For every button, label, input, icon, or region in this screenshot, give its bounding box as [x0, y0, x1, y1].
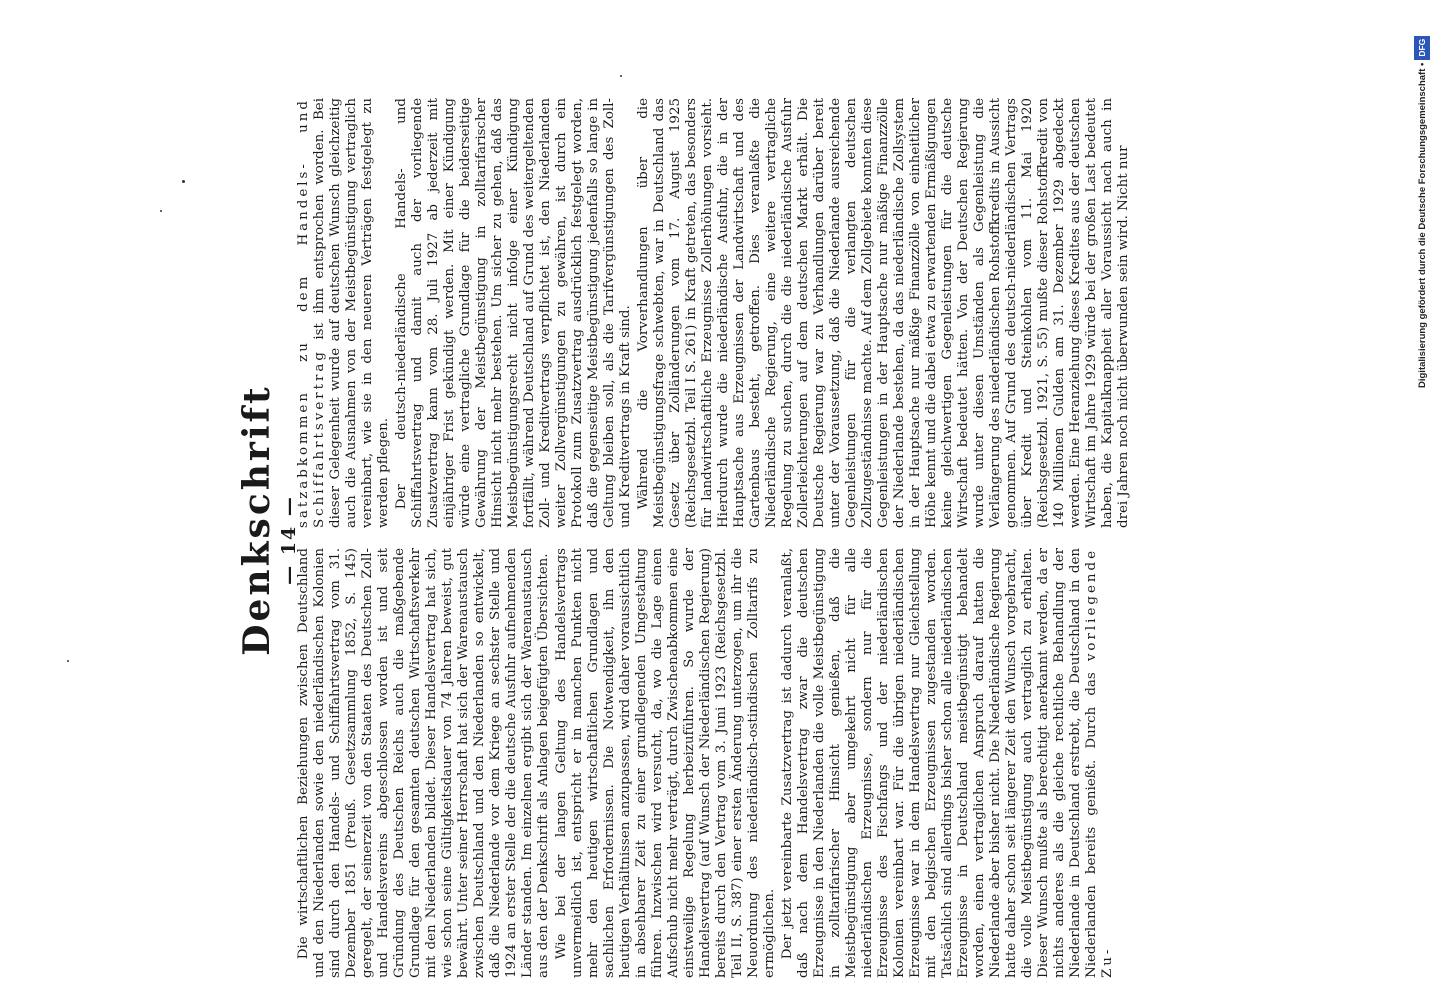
page-title: Denkschrift [236, 384, 278, 656]
paragraph [780, 548, 1116, 978]
paragraph: Der deutsch-niederländische Handels- und Schiffahrtsvertrag und damit auch der vorliegende Zusatzvertrag kann vom 28. Juli 1927 ab jederzeit mit einjähriger Frist gekündigt werden. Mit einer Kündigung würde eine vertragliche Grundlage für die beiderseitige Gewährung der Meistbegünstigung in zolltarifarischer Hinsicht nicht mehr bestehen. Um sicher zu gehen, daß das Meistbegünstigungsrecht nicht infolge einer Kündigung fortfällt, während Deutschland auf Grund des weitergeltenden Zoll- und Kreditvertrags verpflichtet ist, den Niederlanden weiter Zollvergünstigungen zu gewähren, ist durch ein Protokoll zum Zusatzvertrag ausdrücklich festgelegt worden, daß die gegenseitige Meistbegünstigung jedenfalls so lange in Geltung bleiben soll, als die Tarifvergünstigungen des Zoll- und Kreditvertrags in Kraft sind. [394, 98, 633, 528]
document-page [200, 80, 1280, 1000]
scan-speck [182, 180, 185, 183]
page-number: — 14 — [278, 495, 300, 585]
paragraph-text: ist ihm entsprochen worden. Bei dieser Gelegenheit wurde auf deutschen Wunsch gleichzeitig auch die Ausnahmen von der Meistbegünstigung vertraglich vereinbart, wie sie in den neueren Verträgen festgelegt zu werden pflegen. [312, 98, 391, 528]
spaced-text: vorliegende Zu- [1084, 548, 1115, 978]
scan-speck [67, 660, 69, 662]
paragraph: Wie bei der langen Geltung des Handelsvertrags unvermeidlich ist, entspricht er in manchen Punkten nicht mehr den heutigen wirtschaftlichen Grundlagen und sachlichen Erfordernissen. Die Notwendigkeit, ihn den heutigen Verhältnissen anzupassen, wird daher voraussichtlich in absehbarer Zeit zu einer grundlegenden Umgestaltung führen. Inzwischen wird versucht, da, wo die Lage einen Aufschub nicht mehr verträgt, durch Zwischenabkommen eine einstweilige Regelung herbeizuführen. So wurde der Handelsvertrag (auf Wunsch der Niederländischen Regierung) bereits durch den Vertrag vom 3. Juni 1923 (Reichsgesetzbl. Teil II, S. 387) einer ersten Änderung unterzogen, um ihr die Neuordnung des niederländisch-ostindischen Zolltarifs zu ermöglichen. [554, 548, 777, 978]
paragraph-text: Der jetzt vereinbarte Zusatzvertrag ist dadurch veranlaßt, daß nach dem Handelsvertrag zwar die deutschen Erzeugnisse in den Niederlanden die volle Meistbegünstigung in zolltarifarischer Hinsicht genießen, daß die Meistbegünstigung aber umgekehrt nicht für alle niederländischen Erzeugnisse, sondern nur für die Erzeugnisse des Fischfangs und der niederländischen Kolonien vereinbart war. Für die übrigen niederländischen Erzeugnisse war in dem Handelsvertrag nur Gleichstellung mit den belgischen Erzeugnissen zugestanden worden. Tatsächlich sind allerdings bisher schon alle niederländischen Erzeugnisse in Deutschland meistbegünstigt behandelt worden, einen vertraglichen Anspruch darauf hatten die Niederlande aber bisher nicht. Die Niederländische Regierung hatte daher schon seit längerer Zeit den Wunsch vorgebracht, die volle Meistbegünstigung auch vertraglich zu erhalten. Dieser Wunsch mußte als berechtigt anerkannt werden, da er nichts anderes als die gleiche rechtliche Behandlung der Niederlande in Deutschland erstrebt, die Deutschland in den Niederlanden bereits genießt. Durch das [780, 548, 1099, 978]
digitization-credit [1414, 8, 1430, 388]
credit-text: Digitalisierung gefördert durch die Deutsche Forschungsgemeinschaft • [1417, 62, 1428, 388]
dfg-logo: DFG [1414, 36, 1430, 60]
text-column-left [296, 548, 1246, 978]
text-column-right [296, 98, 1246, 528]
paragraph: Die wirtschaftlichen Beziehungen zwischen Deutschland und den Niederlanden sowie den niederländischen Kolonien sind durch den Handels- und Schiffahrtsvertrag vom 31. Dezember 1851 (Preuß. Gesetzsammlung 1852, S. 145) geregelt, der seinerzeit von den Staaten des Deutschen Zoll- und Handelsvereins abgeschlossen worden ist und seit Gründung des Deutschen Reichs auch die maßgebende Grundlage für den gesamten deutschen Wirtschaftsverkehr mit den Niederlanden bildet. Dieser Handelsvertrag hat sich, wie schon seine Gültigkeitsdauer von 74 Jahren beweist, gut bewährt. Unter seiner Herrschaft hat sich der Warenaustausch zwischen Deutschland und den Niederlanden so entwickelt, daß die Niederlande vor dem Kriege an sechster Stelle und 1924 an erster Stelle der die deutsche Ausfuhr aufnehmenden Länder standen. Im einzelnen ergibt sich der Warenaustausch aus den der Denkschrift als Anlagen beigefügten Übersichten. [296, 548, 551, 978]
scan-speck [160, 210, 162, 212]
spaced-text: satzabkommen zu dem Handels- und Schiffahrtsvertrag [296, 98, 327, 528]
paragraph [296, 98, 392, 528]
paragraph: Während die Vorverhandlungen über die Meistbegünstigungsfrage schwebten, war in Deutschland das Gesetz über Zolländerungen vom 17. August 1925 (Reichsgesetzbl. Teil I S. 261) in Kraft getreten, das besonders für landwirtschaftliche Erzeugnisse Zollerhöhungen vorsieht. Hierdurch wurde die niederländische Ausfuhr, die in der Hauptsache aus Erzeugnissen der Landwirtschaft und des Gartenbaus besteht, getroffen. Dies veranlaßte die Niederländische Regierung, eine weitere vertragliche Regelung zu suchen, durch die die niederländische Ausfuhr Zollerleichterungen auf dem deutschen Markt erhält. Die Deutsche Regierung war zu Verhandlungen darüber bereit unter der Voraussetzung, daß die Niederlande ausreichende Gegenleistungen für die verlangten deutschen Zollzugeständnisse machte. Auf dem Zollgebiete konnten diese Gegenleistungen in der Hauptsache nur mäßige Finanzzölle der Niederlande bestehen, da das niederländische Zollsystem in der Hauptsache nur mäßige Finanzzölle von einheitlicher Höhe kennt und die dabei etwa zu erwartenden Ermäßigungen keine gleichwertigen Gegenleistungen für die deutsche Wirtschaft bedeutet hätten. Von der Deutschen Regierung wurde unter diesen Umständen als Gegenleistung die Verlängerung des niederländischen Rohstoffkredits in Aussicht genommen. Auf Grund des deutsch-niederländischen Vertrags über Kredit und Steinkohlen vom 11. Mai 1920 (Reichsgesetzbl. 1921, S. 55) mußte dieser Rohstoffkredit von 140 Millionen Gulden am 31. Dezember 1929 abgedeckt werden. Eine Heranziehung dieses Kredites aus der deutschen Wirtschaft im Jahre 1929 würde bei der großen Last bedeutet haben, die Kapitalknappheit aller Voraussicht nach auch in drei Jahren noch nicht überwunden sein wird. Nicht nur [636, 98, 1131, 528]
scan-speck [620, 75, 622, 77]
